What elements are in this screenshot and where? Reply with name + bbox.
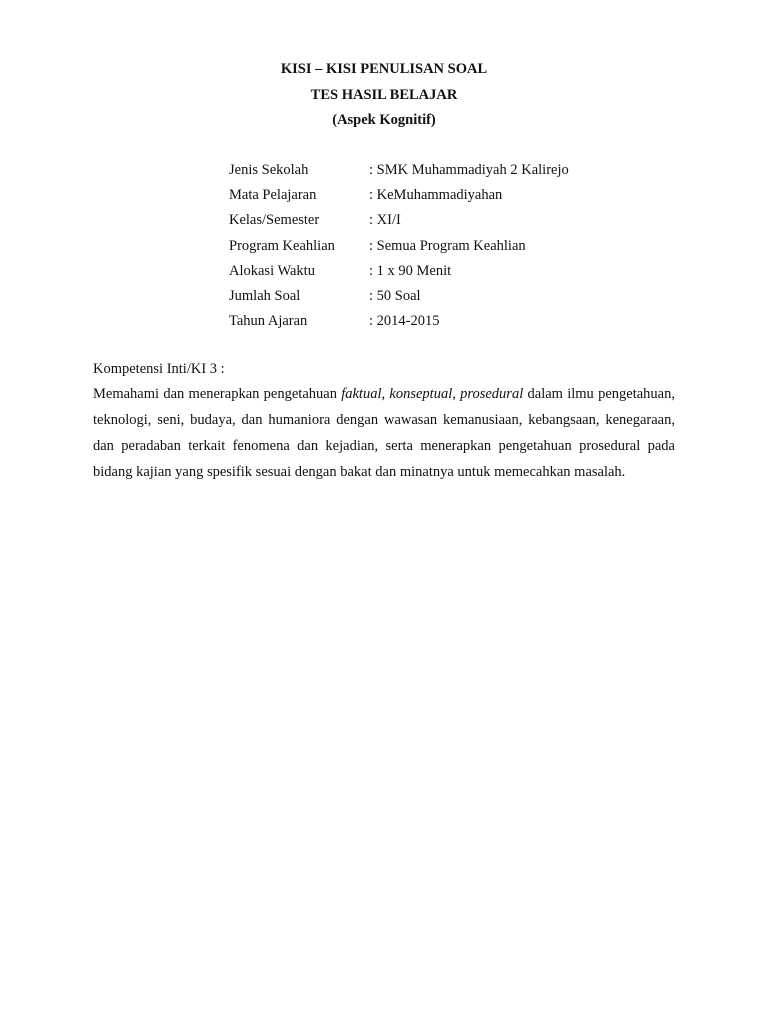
info-label: Program Keahlian [229,237,335,254]
info-table [229,161,689,337]
kompetensi-italic-terms: faktual, konseptual [341,386,453,402]
info-row-jumlah-soal [229,287,689,312]
kompetensi-text-rest: dalam ilmu pengetahuan, teknologi, seni, budaya, dan humaniora dengan wawasan kemanusiaan, kebangsaan, kenegaraan, dan peradaban terkait fenomena dan kejadian, serta menerapkan pengetahuan prosedural pada bidang kajian yang spesifik sesuai dengan bakat dan minatnya untuk memecahkan masalah. [93,386,675,480]
info-row-jenis-sekolah [229,161,689,186]
kompetensi-heading: Kompetensi Inti/KI 3 : [93,361,225,377]
info-row-kelas-semester [229,211,689,236]
info-row-program-keahlian [229,237,689,262]
info-value: : KeMuhammadiyahan [369,187,503,204]
info-label: Jenis Sekolah [229,162,309,178]
info-label: Alokasi Waktu [229,262,315,279]
document-title: KISI – KISI PENULISAN SOAL [280,61,488,77]
info-label: Jumlah Soal [229,287,301,304]
kompetensi-paragraph [93,381,675,485]
info-value: : SMK Muhammadiyah 2 Kalirejo [369,162,569,178]
info-row-mata-pelajaran [229,186,689,211]
info-value: : XI/I [369,212,401,229]
info-value: : 2014-2015 [369,313,440,330]
info-label: Mata Pelajaran [229,187,317,204]
info-value: : 50 Soal [369,287,421,304]
info-value: : Semua Program Keahlian [369,237,526,254]
info-label: Kelas/Semester [229,212,320,229]
info-label: Tahun Ajaran [229,313,308,330]
kompetensi-italic-term: prosedural [460,386,524,402]
document-aspect: (Aspek Kognitif) [332,112,436,128]
kompetensi-text-start: Memahami dan menerapkan pengetahuan [93,386,342,402]
info-row-tahun-ajaran [229,312,689,337]
info-row-alokasi-waktu [229,262,689,287]
document-subtitle: TES HASIL BELAJAR [310,87,458,103]
kompetensi-separator: , [452,386,461,402]
info-value: : 1 x 90 Menit [369,262,452,279]
